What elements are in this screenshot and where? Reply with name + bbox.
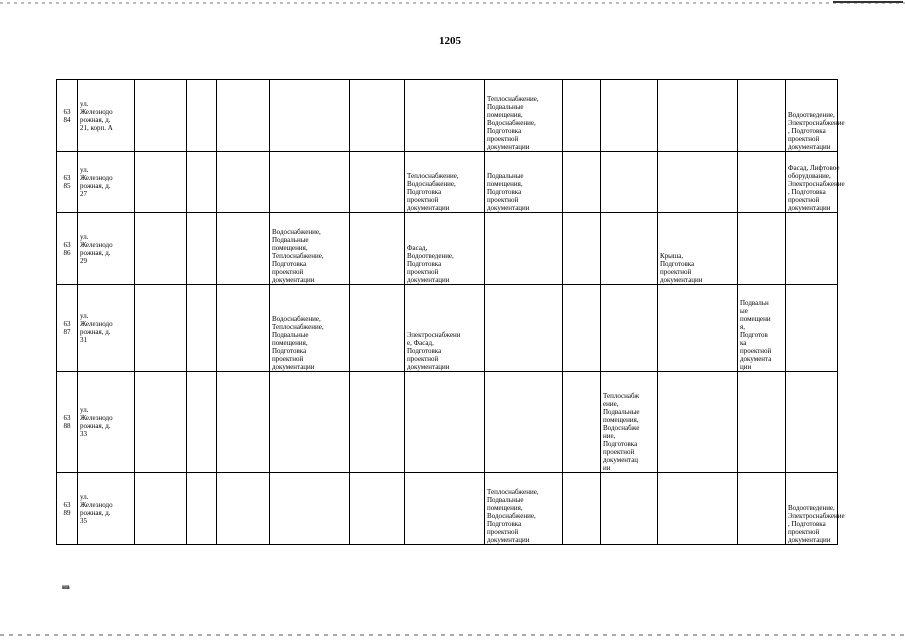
empty-cell — [350, 213, 405, 285]
cell-line: документации — [788, 536, 831, 544]
cell-line: ул. — [80, 492, 89, 501]
repair-schedule-table — [56, 79, 845, 545]
empty-cell — [217, 80, 270, 152]
scan-edge-top — [0, 2, 905, 4]
cell-line: 63 — [63, 500, 71, 509]
empty-cell — [485, 372, 563, 473]
cell-line: Железнодо — [80, 174, 113, 182]
cell-line: Теплоснабжение, — [407, 172, 459, 180]
address-cell — [78, 372, 135, 473]
cell-line: Водоотведение, — [407, 252, 454, 260]
table-row — [57, 80, 838, 152]
scan-edge-bottom — [0, 634, 905, 636]
row-number — [57, 213, 78, 285]
cell-line: рожная, д. — [80, 115, 111, 124]
empty-cell — [658, 152, 738, 213]
address-cell — [78, 80, 135, 152]
cell-line: проектной — [487, 196, 519, 204]
cell-line: проектной — [603, 448, 635, 456]
cell-line: Подготовка — [487, 188, 522, 196]
cell-line: 85 — [63, 182, 71, 190]
cell-line: документации — [487, 536, 530, 544]
empty-cell — [350, 372, 405, 473]
empty-cell — [270, 80, 350, 152]
cell-line: Железнодо — [80, 107, 113, 116]
cell-line: рожная, д. — [80, 182, 111, 190]
cell-line: проектной — [272, 268, 304, 276]
cell-line: ые — [740, 307, 748, 315]
work-cell — [786, 473, 845, 545]
cell-line: 29 — [80, 256, 87, 265]
cell-line: оборудование, — [788, 172, 831, 180]
cell-line: рожная, д. — [80, 328, 111, 336]
empty-cell — [485, 285, 563, 372]
scan-edge-corner — [833, 1, 903, 7]
work-cell — [270, 213, 350, 285]
cell-line: документации — [407, 204, 450, 212]
row-number — [57, 285, 78, 372]
cell-line: е, Фасад, — [407, 339, 434, 347]
empty-cell — [405, 473, 485, 545]
cell-line: Подвальные — [487, 172, 524, 180]
empty-cell — [350, 285, 405, 372]
cell-line: Подвальные — [487, 103, 524, 111]
cell-line: Подвальные — [272, 236, 309, 244]
cell-line: 35 — [80, 516, 87, 525]
cell-line: Подготовка — [407, 260, 442, 268]
table-row — [57, 372, 838, 473]
cell-line: помещения, — [272, 244, 308, 252]
cell-line: Подвальные — [603, 408, 640, 416]
cell-line: документации — [487, 143, 530, 151]
empty-cell — [270, 372, 350, 473]
cell-line: Подготовка — [487, 520, 522, 528]
cell-line: 21, корп. А — [80, 123, 113, 132]
cell-line: рожная, д. — [80, 422, 111, 430]
cell-line: Подготовка — [272, 347, 307, 355]
cell-line: рожная, д. — [80, 248, 111, 257]
cell-line: Водоснабжение, — [487, 119, 536, 127]
cell-line: Электроснабжение — [788, 180, 845, 188]
empty-cell — [563, 285, 601, 372]
cell-line: проектной — [487, 135, 519, 143]
cell-line: помещени — [740, 315, 771, 323]
empty-cell — [601, 285, 658, 372]
cell-line: ние, — [603, 432, 616, 440]
empty-cell — [786, 285, 838, 372]
empty-cell — [738, 372, 786, 473]
empty-cell — [217, 285, 270, 372]
empty-cell — [601, 152, 658, 213]
address-cell — [78, 285, 135, 372]
cell-line: Железнодо — [80, 414, 113, 422]
cell-line: 63 — [63, 107, 71, 116]
empty-cell — [738, 213, 786, 285]
empty-cell — [135, 473, 187, 545]
cell-line: 87 — [63, 328, 71, 336]
cell-line: документации — [788, 204, 831, 212]
empty-cell — [601, 473, 658, 545]
cell-line: , Подготовка — [788, 520, 826, 528]
work-cell — [405, 285, 485, 372]
table-row — [57, 285, 838, 372]
cell-line: Фасад, — [407, 244, 428, 252]
cell-line: 31 — [80, 336, 87, 344]
empty-cell — [601, 213, 658, 285]
empty-cell — [135, 80, 187, 152]
empty-cell — [187, 80, 217, 152]
empty-cell — [135, 372, 187, 473]
empty-cell — [786, 372, 838, 473]
cell-line: ение, — [603, 400, 619, 408]
cell-line: документации — [407, 276, 450, 284]
empty-cell — [601, 80, 658, 152]
empty-cell — [658, 285, 738, 372]
cell-line: Водоснабжение, — [272, 228, 321, 236]
cell-line: документации — [272, 276, 315, 284]
cell-line: Водоснабжение, — [407, 180, 456, 188]
cell-line: Крыша, — [660, 252, 684, 260]
cell-line: проектной — [407, 196, 439, 204]
cell-line: Железнодо — [80, 500, 113, 509]
cell-line: 63 — [63, 414, 71, 422]
empty-cell — [350, 473, 405, 545]
cell-line: Теплоснабжение, — [487, 95, 539, 103]
cell-line: 86 — [63, 248, 71, 257]
empty-cell — [738, 80, 786, 152]
cell-line: документации — [487, 204, 530, 212]
cell-line: Водоснабже — [603, 424, 640, 432]
empty-cell — [658, 80, 738, 152]
row-number — [57, 372, 78, 473]
address-cell — [78, 213, 135, 285]
cell-line: Подготов — [740, 331, 768, 339]
table-row — [57, 152, 838, 213]
row-number — [57, 152, 78, 213]
cell-line: , Подготовка — [788, 188, 826, 196]
cell-line: Водоснабжение, — [487, 512, 536, 520]
work-cell — [405, 213, 485, 285]
cell-line: ул. — [80, 232, 89, 241]
cell-line: проектной — [407, 268, 439, 276]
cell-line: Подготовка — [407, 347, 442, 355]
cell-line: Подвальные — [487, 496, 524, 504]
cell-line: документац — [603, 456, 639, 464]
empty-cell — [563, 80, 601, 152]
cell-line: Подготовка — [272, 260, 307, 268]
work-cell — [658, 213, 738, 285]
cell-line: проектной — [487, 528, 519, 536]
address-cell — [78, 473, 135, 545]
cell-line: 33 — [80, 430, 87, 438]
table-row — [57, 473, 838, 545]
cell-line: 84 — [63, 115, 71, 124]
cell-line: Подготовка — [487, 127, 522, 135]
cell-line: помещения, — [272, 339, 308, 347]
footer-mark: нв — [62, 583, 70, 591]
empty-cell — [217, 213, 270, 285]
empty-cell — [187, 473, 217, 545]
work-cell — [270, 285, 350, 372]
empty-cell — [270, 152, 350, 213]
cell-line: Электроснабжение — [788, 119, 845, 127]
work-cell — [601, 372, 658, 473]
cell-line: ул. — [80, 406, 89, 414]
cell-line: документации — [407, 363, 450, 371]
cell-line: Подвальные — [272, 331, 309, 339]
empty-cell — [350, 152, 405, 213]
empty-cell — [135, 285, 187, 372]
empty-cell — [187, 372, 217, 473]
work-cell — [485, 473, 563, 545]
empty-cell — [738, 152, 786, 213]
cell-line: ул. — [80, 99, 89, 108]
cell-line: Фасад, Лифтовое — [788, 164, 840, 172]
cell-line: 63 — [63, 240, 71, 249]
cell-line: проектной — [788, 135, 820, 143]
row-number — [57, 80, 78, 152]
cell-line: 63 — [63, 320, 71, 328]
cell-line: Подвальн — [740, 299, 769, 307]
empty-cell — [187, 152, 217, 213]
work-cell — [738, 285, 786, 372]
cell-line: документации — [272, 363, 315, 371]
empty-cell — [405, 80, 485, 152]
empty-cell — [217, 473, 270, 545]
empty-cell — [563, 213, 601, 285]
empty-cell — [135, 152, 187, 213]
cell-line: 89 — [63, 508, 71, 517]
cell-line: документа — [740, 355, 772, 363]
empty-cell — [350, 80, 405, 152]
cell-line: Водоотведение, — [788, 504, 835, 512]
cell-line: Электроснабжени — [407, 331, 461, 339]
empty-cell — [270, 473, 350, 545]
empty-cell — [217, 152, 270, 213]
empty-cell — [135, 213, 187, 285]
cell-line: я, — [740, 323, 745, 331]
empty-cell — [738, 473, 786, 545]
cell-line: Железнодо — [80, 240, 113, 249]
cell-line: 63 — [63, 174, 71, 182]
empty-cell — [563, 152, 601, 213]
cell-line: Теплоснабжение, — [487, 488, 539, 496]
cell-line: Теплоснабжение, — [272, 252, 324, 260]
table-row — [57, 213, 838, 285]
cell-line: проектной — [660, 268, 692, 276]
cell-line: проектной — [272, 355, 304, 363]
empty-cell — [658, 372, 738, 473]
cell-line: , Подготовка — [788, 127, 826, 135]
cell-line: Подготовка — [660, 260, 695, 268]
empty-cell — [563, 473, 601, 545]
cell-line: Теплоснабж — [603, 392, 640, 400]
empty-cell — [485, 213, 563, 285]
cell-line: проектной — [788, 196, 820, 204]
work-cell — [405, 152, 485, 213]
cell-line: ии — [603, 464, 611, 472]
cell-line: Водоотведение, — [788, 111, 835, 119]
cell-line: помещения, — [487, 111, 523, 119]
work-cell — [485, 80, 563, 152]
cell-line: помещения, — [487, 504, 523, 512]
empty-cell — [786, 213, 838, 285]
empty-cell — [563, 372, 601, 473]
cell-line: 27 — [80, 190, 87, 198]
cell-line: ул. — [80, 166, 89, 174]
cell-line: помещения, — [487, 180, 523, 188]
empty-cell — [658, 473, 738, 545]
cell-line: Электроснабжение — [788, 512, 845, 520]
empty-cell — [217, 372, 270, 473]
page-number: 1205 — [439, 35, 461, 47]
cell-line: проектной — [740, 347, 772, 355]
cell-line: ул. — [80, 312, 89, 320]
empty-cell — [187, 213, 217, 285]
cell-line: ка — [740, 339, 747, 347]
cell-line: проектной — [788, 528, 820, 536]
cell-line: Железнодо — [80, 320, 113, 328]
work-cell — [786, 152, 845, 213]
cell-line: Подготовка — [603, 440, 638, 448]
cell-line: Подготовка — [407, 188, 442, 196]
cell-line: проектной — [407, 355, 439, 363]
empty-cell — [187, 285, 217, 372]
cell-line: 88 — [63, 422, 71, 430]
cell-line: документации — [660, 276, 703, 284]
work-cell — [485, 152, 563, 213]
cell-line: Водоснабжение, — [272, 315, 321, 323]
cell-line: документации — [788, 143, 831, 151]
empty-cell — [405, 372, 485, 473]
cell-line: Теплоснабжение, — [272, 323, 324, 331]
cell-line: ции — [740, 363, 752, 371]
work-cell — [786, 80, 845, 152]
address-cell — [78, 152, 135, 213]
cell-line: рожная, д. — [80, 508, 111, 517]
row-number — [57, 473, 78, 545]
cell-line: помещения, — [603, 416, 639, 424]
